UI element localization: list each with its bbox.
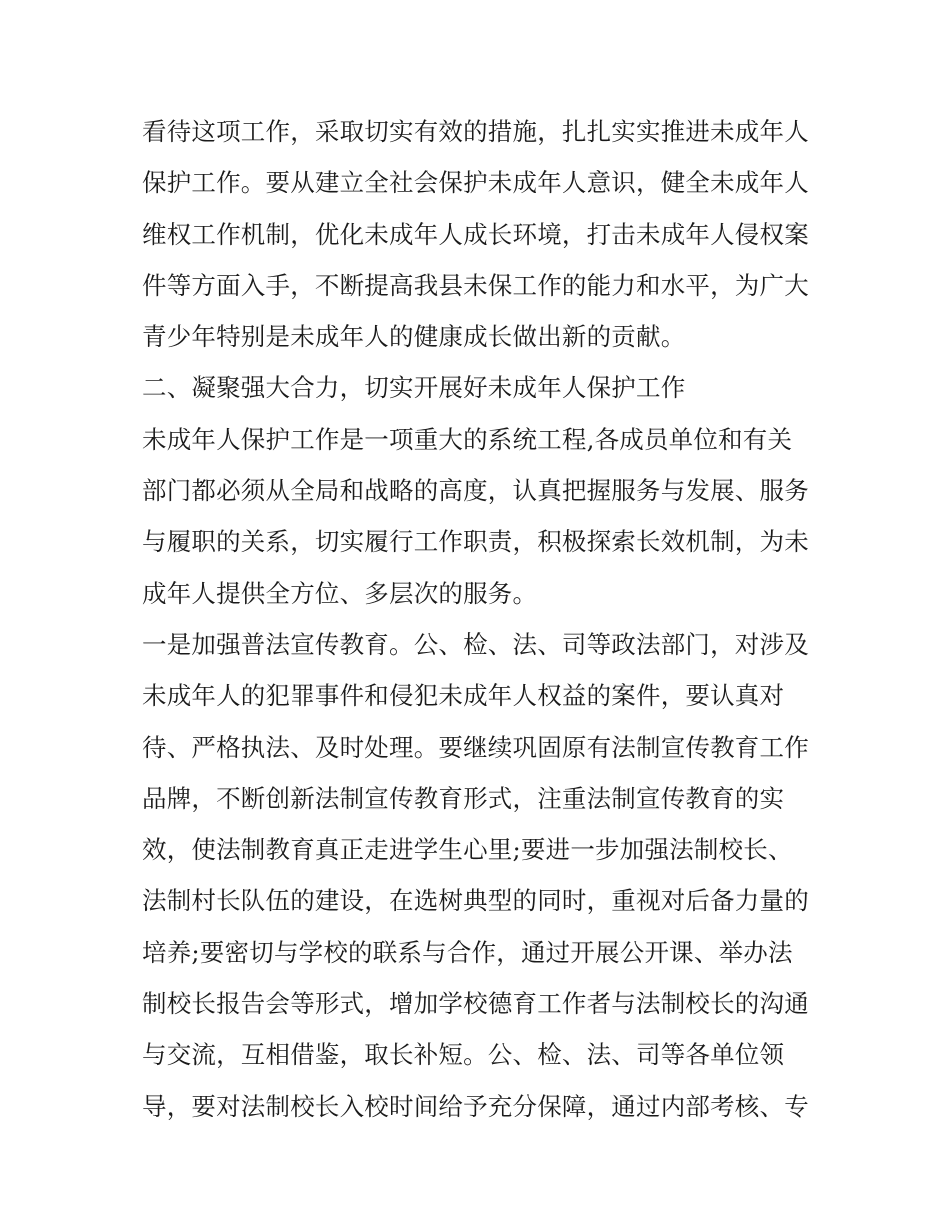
text-line: 与交流，互相借鉴，取长补短。公、检、法、司等各单位领 [142,1040,785,1070]
text-line: 一是加强普法宣传教育。公、检、法、司等政法部门，对涉及 [142,629,809,659]
text-line: 制校长报告会等形式，增加学校德育工作者与法制校长的沟通 [142,989,809,1019]
text-line: 与履职的关系，切实履行工作职责，积极探索长效机制，为未 [142,527,809,557]
text-line: 未成年人保护工作是一项重大的系统工程,各成员单位和有关 [142,424,793,454]
document-body [142,106,822,1132]
text-line: 待、严格执法、及时处理。要继续巩固原有法制宣传教育工作 [142,732,809,762]
text-line: 部门都必须从全局和战略的高度，认真把握服务与发展、服务 [142,476,809,506]
text-line: 培养;要密切与学校的联系与合作，通过开展公开课、举办法 [142,937,793,967]
text-line: 件等方面入手，不断提高我县未保工作的能力和水平，为广大 [142,270,809,300]
text-line: 未成年人的犯罪事件和侵犯未成年人权益的案件，要认真对 [142,681,785,711]
text-line: 法制村长队伍的建设，在选树典型的同时，重视对后备力量的 [142,886,809,916]
text-line: 青少年特别是未成年人的健康成长做出新的贡献。 [142,322,686,352]
text-line: 导，要对法制校长入校时间给予充分保障，通过内部考核、专 [142,1091,809,1121]
text-line: 成年人提供全方位、多层次的服务。 [142,578,538,608]
section-heading: 二、凝聚强大合力，切实开展好未成年人保护工作 [142,373,686,403]
text-line: 品牌，不断创新法制宣传教育形式，注重法制宣传教育的实 [142,783,785,813]
text-line: 看待这项工作，采取切实有效的措施，扎扎实实推进未成年人 [142,117,809,146]
text-line: 维权工作机制，优化未成年人成长环境，打击未成年人侵权案 [142,219,809,249]
text-line: 保护工作。要从建立全社会保护未成年人意识，健全未成年人 [142,168,809,198]
text-line: 效，使法制教育真正走进学生心里;要进一步加强法制校长、 [142,835,793,865]
